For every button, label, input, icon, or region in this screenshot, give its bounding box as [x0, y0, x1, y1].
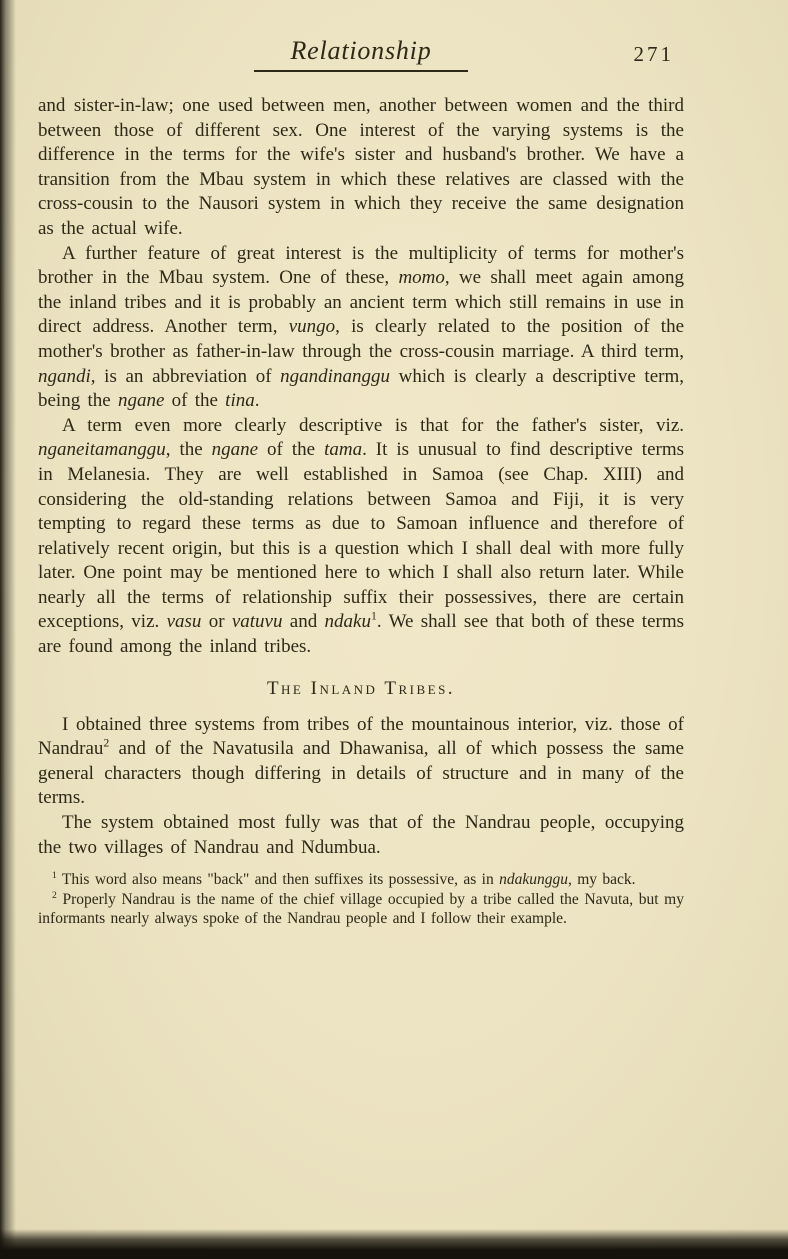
paragraph-4: I obtained three systems from tribes of the mountainous interior, viz. those of Nandrau$^2$ and of the Navatusila and Dhawanisa, all of which possess the same general characters though differing in details of structure and in many of the terms. — [38, 713, 684, 809]
paragraph-3: A term even more clearly descriptive is that for the father's sister, viz. nganeitamanggu, the ngane of the tama. It is unusual to find descriptive terms in Melanesia. They are well established in Samoa (see Chap. XIII) and considering the old-standing relations between Samoa and Fiji, it is very tempting to regard these terms as due to Samoan influence and therefore of relatively recent origin, but this is a question which I shall deal with more fully later. One point may be mentioned here to which I shall also return later. While nearly all the terms of relationship suffix their possessives, there are certain exceptions, viz. vasu or vatuvu and ndaku$^1$. We shall see that both of these terms are found among the inland tribes. — [38, 414, 685, 658]
binding-shadow — [0, 0, 16, 1259]
footnotes — [38, 870, 684, 929]
running-head-title: Relationship — [254, 36, 467, 72]
running-header — [38, 36, 684, 76]
footnote-2: $^2$ Properly Nandrau is the name of the chief village occupied by a tribe called the Navuta, but my informants nearly always spoke of the Nandrau people and I follow their example. — [38, 889, 684, 928]
page-bottom-shadow — [0, 1229, 788, 1259]
paragraph-2: A further feature of great interest is the multiplicity of terms for mother's brother in the Mbau system. One of these, momo, we shall meet again among the inland tribes and it is probably an ancient term which still remains in use in direct address. Another term, vungo, is clearly related to the position of the mother's brother as father-in-law through the cross-cousin marriage. A third term, ngandi, is an abbreviation of ngandinanggu which is clearly a descriptive term, being the ngane of the tina. — [38, 242, 684, 412]
paragraph-1: and sister-in-law; one used between men, another between women and the third between those of different sex. One interest of the varying systems is the difference in the terms for the wife's sister and husband's brother. We have a transition from the Mbau system in which these relatives are classed with the cross-cousin to the Nausori system in which they receive the same designation as the actual wife. — [38, 95, 684, 239]
section-heading: The Inland Tribes. — [266, 677, 456, 699]
text-block — [38, 36, 684, 929]
page-number: 271 — [633, 42, 674, 66]
footnote-1: $^1$ This word also means "back" and then suffixes its possessive, as in ndakunggu, my back. — [52, 870, 636, 889]
paragraph-5: The system obtained most fully was that of the Nandrau people, occupying the two villages of Nandrau and Ndumbua. — [38, 812, 684, 858]
